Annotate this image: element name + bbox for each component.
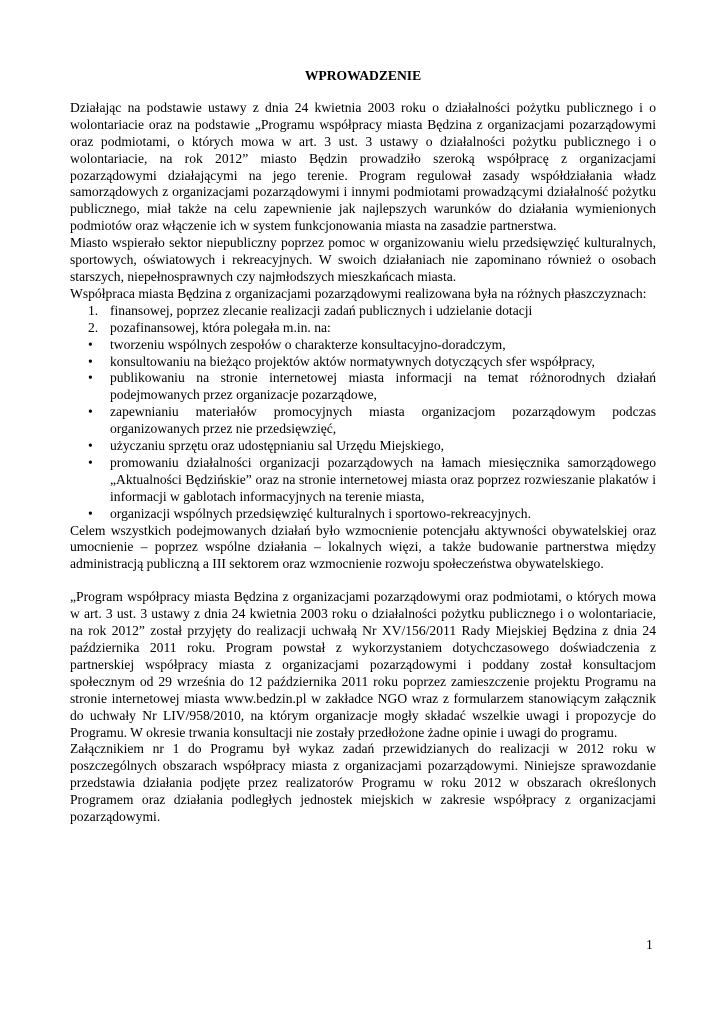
intro-paragraph-1: Działając na podstawie ustawy z dnia 24 kwietnia 2003 roku o działalności pożytku publicznego i o wolontariacie oraz na podstawie „Programu współpracy miasta Będzina z organizacjami pozarządowymi oraz podmiotami, o których mowa w art. 3 ust. 3 ustawy o działalności pożytku publicznego i o wolontariacie, na rok 2012” miasto Będzin prowadziło szeroką współpracę z organizacjami pozarządowymi działającymi na jego terenie. Program regulował zasady współdziałania władz samorządowych z organizacjami pozarządowymi i innymi podmiotami prowadzącymi działalność pożytku publicznego, miał także na celu zapewnienie jak najlepszych warunków do działania wymienionych podmiotów oraz włączenie ich w system funkcjonowania miasta na zasadzie partnerstwa. bbox=[70, 99, 656, 234]
bullet-icon: • bbox=[88, 505, 93, 521]
list-item-text: finansowej, poprzez zlecanie realizacji zadań publicznych i udzielanie dotacji bbox=[110, 302, 533, 318]
intro-paragraph-3: Współpraca miasta Będzina z organizacjami pozarządowymi realizowana była na różnych płaszczyznach: bbox=[70, 285, 647, 301]
bullet-list-item bbox=[70, 506, 656, 523]
bullet-list-item bbox=[70, 370, 656, 404]
bullet-list-item bbox=[70, 455, 656, 506]
bullet-icon: • bbox=[88, 438, 93, 454]
list-number: 2. bbox=[88, 319, 99, 335]
list-item-text: zapewnianiu materiałów promocyjnych miasta organizacjom pozarządowym podczas organizowanych przez nie przedsięwzięć, bbox=[110, 404, 656, 437]
bullet-icon: • bbox=[88, 353, 93, 369]
numbered-list bbox=[70, 303, 656, 337]
bullet-icon: • bbox=[88, 370, 93, 386]
bullet-list bbox=[70, 337, 656, 523]
program-paragraph-1: „Program współpracy miasta Będzina z organizacjami pozarządowymi oraz podmiotami, o których mowa w art. 3 ust. 3 ustawy z dnia 24 kwietnia 2003 roku o działalności pożytku publicznego i o wolontariacie, na rok 2012” został przyjęty do realizacji uchwałą Nr XV/156/2011 Rady Miejskiej Będzina z dnia 24 października 2011 roku. Program powstał z wykorzystaniem dotychczasowego doświadczenia z partnerskiej współpracy miasta z organizacjami pozarządowymi i poddany został konsultacjom społecznym od 29 września do 12 października 2011 roku poprzez zamieszczenie projektu Programu na stronie internetowej miasta www.bedzin.pl w zakładce NGO wraz z formularzem stanowiącym załącznik do uchwały Nr LIV/958/2010, na którym organizacje mogły składać wszelkie uwagi i propozycje do Programu. W okresie trwania konsultacji nie zostały przedłożone żadne opinie i uwagi do programu. bbox=[70, 589, 656, 740]
bullet-icon: • bbox=[88, 454, 93, 470]
list-item-text: pozafinansowej, która polegała m.in. na: bbox=[110, 319, 331, 335]
document-page bbox=[70, 68, 656, 826]
list-item-text: tworzeniu wspólnych zespołów o charakterze konsultacyjno-doradczym, bbox=[110, 336, 506, 352]
list-item-text: publikowaniu na stronie internetowej miasta informacji na temat różnorodnych działań podejmowanych przez organizacje pozarządowe, bbox=[110, 370, 656, 403]
list-item-text: konsultowaniu na bieżąco projektów aktów normatywnych dotyczących sfer współpracy, bbox=[110, 353, 595, 369]
list-item-text: organizacji wspólnych przedsięwzięć kulturalnych i sportowo-rekreacyjnych. bbox=[110, 505, 532, 521]
bullet-icon: • bbox=[88, 336, 93, 352]
bullet-list-item bbox=[70, 404, 656, 438]
bullet-icon: • bbox=[88, 404, 93, 420]
goal-paragraph: Celem wszystkich podejmowanych działań było wzmocnienie potencjału aktywności obywatelskiej oraz umocnienie – poprzez wspólne działania – lokalnych więzi, a także budowanie partnerstwa między administracją publiczną a III sektorem oraz wzmocnienie rozwoju społeczeństwa obywatelskiego. bbox=[70, 522, 656, 572]
numbered-list-item bbox=[70, 303, 656, 320]
bullet-list-item bbox=[70, 354, 656, 371]
intro-paragraph-2: Miasto wspierało sektor niepubliczny poprzez pomoc w organizowaniu wielu przedsięwzięć kulturalnych, sportowych, oświatowych i rekreacyjnych. W swoich działaniach nie zapominano również o osobach starszych, niepełnosprawnych czy najmłodszych mieszkańcach miasta. bbox=[70, 235, 656, 284]
list-item-text: promowaniu działalności organizacji pozarządowych na łamach miesięcznika samorządowego „Aktualności Będzińskie” oraz na stronie internetowej miasta oraz poprzez rozwieszanie plakatów i informacji w gablotach informacyjnych na terenie miasta, bbox=[110, 454, 656, 504]
page-number: 1 bbox=[646, 937, 653, 952]
numbered-list-item bbox=[70, 320, 656, 337]
program-paragraph-2: Załącznikiem nr 1 do Programu był wykaz zadań przewidzianych do realizacji w 2012 roku w poszczególnych obszarach współpracy miasta z organizacjami pozarządowymi. Niniejsze sprawozdanie przedstawia działania podjęte przez realizatorów Programu w roku 2012 w obszarach określonych Programem oraz działania podległych jednostek miejskich w zakresie współpracy z organizacjami pozarządowymi. bbox=[70, 741, 656, 825]
list-number: 1. bbox=[88, 302, 99, 318]
page-title: WPROWADZENIE bbox=[304, 68, 422, 83]
list-item-text: użyczaniu sprzętu oraz udostępnianiu sal Urzędu Miejskiego, bbox=[110, 438, 445, 454]
bullet-list-item bbox=[70, 337, 656, 354]
bullet-list-item bbox=[70, 438, 656, 455]
